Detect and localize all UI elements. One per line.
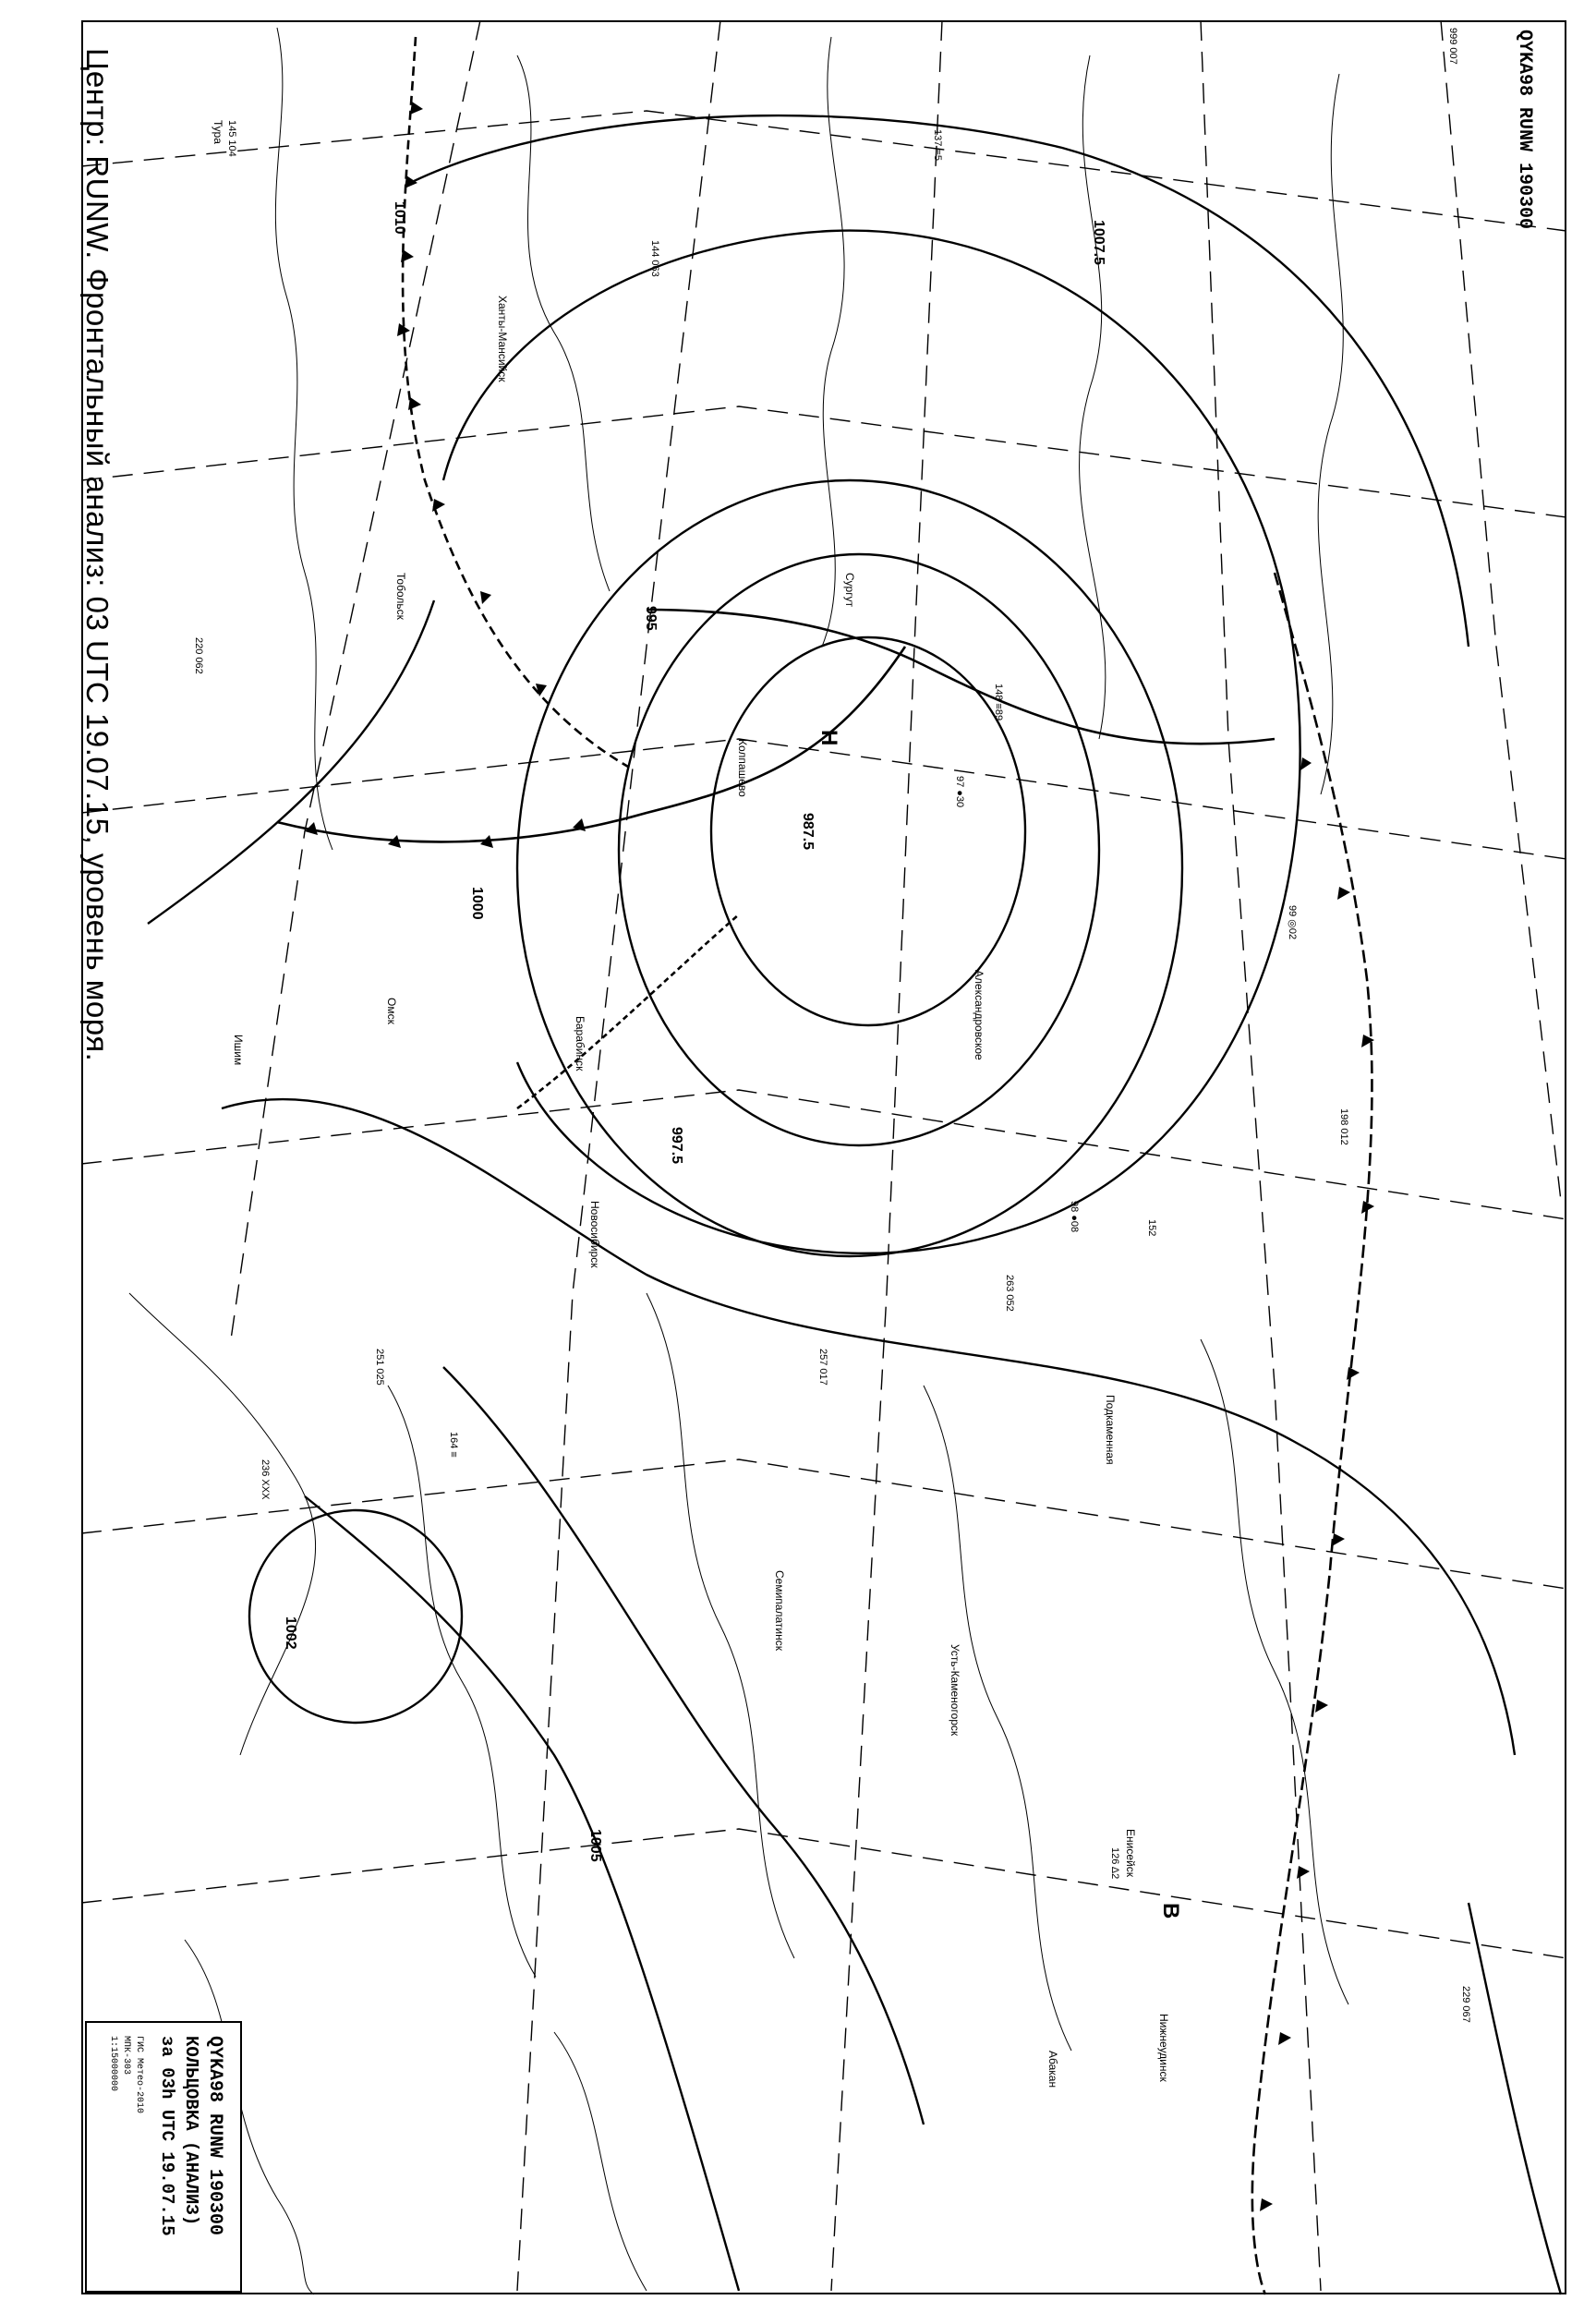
- isobar-label-1000: 1000: [469, 887, 485, 920]
- city-label: Абакан: [1046, 2051, 1059, 2088]
- isobar-label-1007-5: 1007.5: [1091, 220, 1106, 265]
- high-pressure-center: В: [1158, 1903, 1183, 1919]
- legend-code: QYKA98 RUNW 190300: [204, 2036, 225, 2236]
- station-plot: 145 104: [226, 120, 237, 157]
- map-frame: [81, 20, 1566, 2294]
- station-plot: 257 017: [817, 1349, 828, 1386]
- legend-box: [85, 2021, 242, 2293]
- low-pressure-center: Н: [816, 730, 841, 746]
- isobar-label-995: 995: [643, 606, 659, 631]
- station-plot: 137 ≡5: [932, 129, 943, 161]
- legend-time: за 03h UTC 19.07.15: [157, 2036, 177, 2236]
- bulletin-code: [1515, 30, 1552, 307]
- map-title-text: Центр: RUNW. Фронтальный анализ: 03 UTC 19.07.15, уровень моря.: [80, 48, 115, 1062]
- station-plot: 99 ◎02: [1287, 905, 1298, 940]
- station-plot: 229 067: [1460, 1986, 1471, 2023]
- bulletin-code-text: QYKA98 RUNW 190300: [1514, 30, 1535, 230]
- isobar-label-1002: 1002: [283, 1616, 298, 1650]
- station-plot: 97 ●30: [954, 776, 965, 808]
- station-plot: 126 Δ2: [1109, 1847, 1120, 1880]
- isobar-label-997-5: 997.5: [669, 1127, 684, 1165]
- city-label: Барабинск: [574, 1016, 586, 1071]
- station-plot: 999 007: [1447, 28, 1458, 65]
- station-plot: 164 ≡: [448, 1432, 459, 1458]
- station-plot: 236 XXX: [260, 1459, 271, 1500]
- city-label: Ишим: [232, 1035, 245, 1066]
- city-label: Семипалатинск: [773, 1570, 786, 1651]
- city-label: Александровское: [973, 970, 985, 1060]
- legend-software: ГИС Метео-2010: [134, 2036, 144, 2114]
- legend-scale: 1:15000000: [108, 2036, 118, 2092]
- city-label: Тобольск: [394, 573, 407, 620]
- city-label: Енисейск: [1124, 1829, 1137, 1877]
- station-plot: 198 012: [1338, 1108, 1349, 1145]
- station-plot: 98 ●08: [1069, 1201, 1080, 1233]
- station-plot: 263 052: [1004, 1275, 1015, 1312]
- legend-name: КОЛЬЦОВКА (АНАЛИЗ): [181, 2036, 201, 2226]
- city-label: Ханты-Мансийск: [496, 296, 509, 382]
- city-label: Омск: [385, 998, 398, 1024]
- station-plot: 144 063: [649, 240, 660, 277]
- isobar-label-987-5: 987.5: [800, 813, 816, 851]
- city-label: Усть-Каменогорск: [949, 1644, 961, 1737]
- station-plot: 148 ≡89: [993, 684, 1004, 721]
- city-label: Подкаменная: [1104, 1395, 1117, 1465]
- city-label: Нижнеудинск: [1157, 2014, 1170, 2082]
- city-label: Новосибирск: [588, 1201, 601, 1268]
- isobar-label-1005: 1005: [587, 1829, 603, 1862]
- city-label: Сургут: [843, 573, 856, 608]
- city-label: Тура: [212, 120, 224, 144]
- station-plot: 220 062: [193, 637, 204, 674]
- legend-system: МПК-303: [121, 2036, 131, 2076]
- city-label: Колпашево: [736, 739, 749, 797]
- station-plot: 152: [1146, 1219, 1157, 1237]
- isobar-label-1010: 1010: [392, 201, 407, 235]
- map-title: [80, 48, 120, 1083]
- station-plot: 251 025: [374, 1349, 385, 1386]
